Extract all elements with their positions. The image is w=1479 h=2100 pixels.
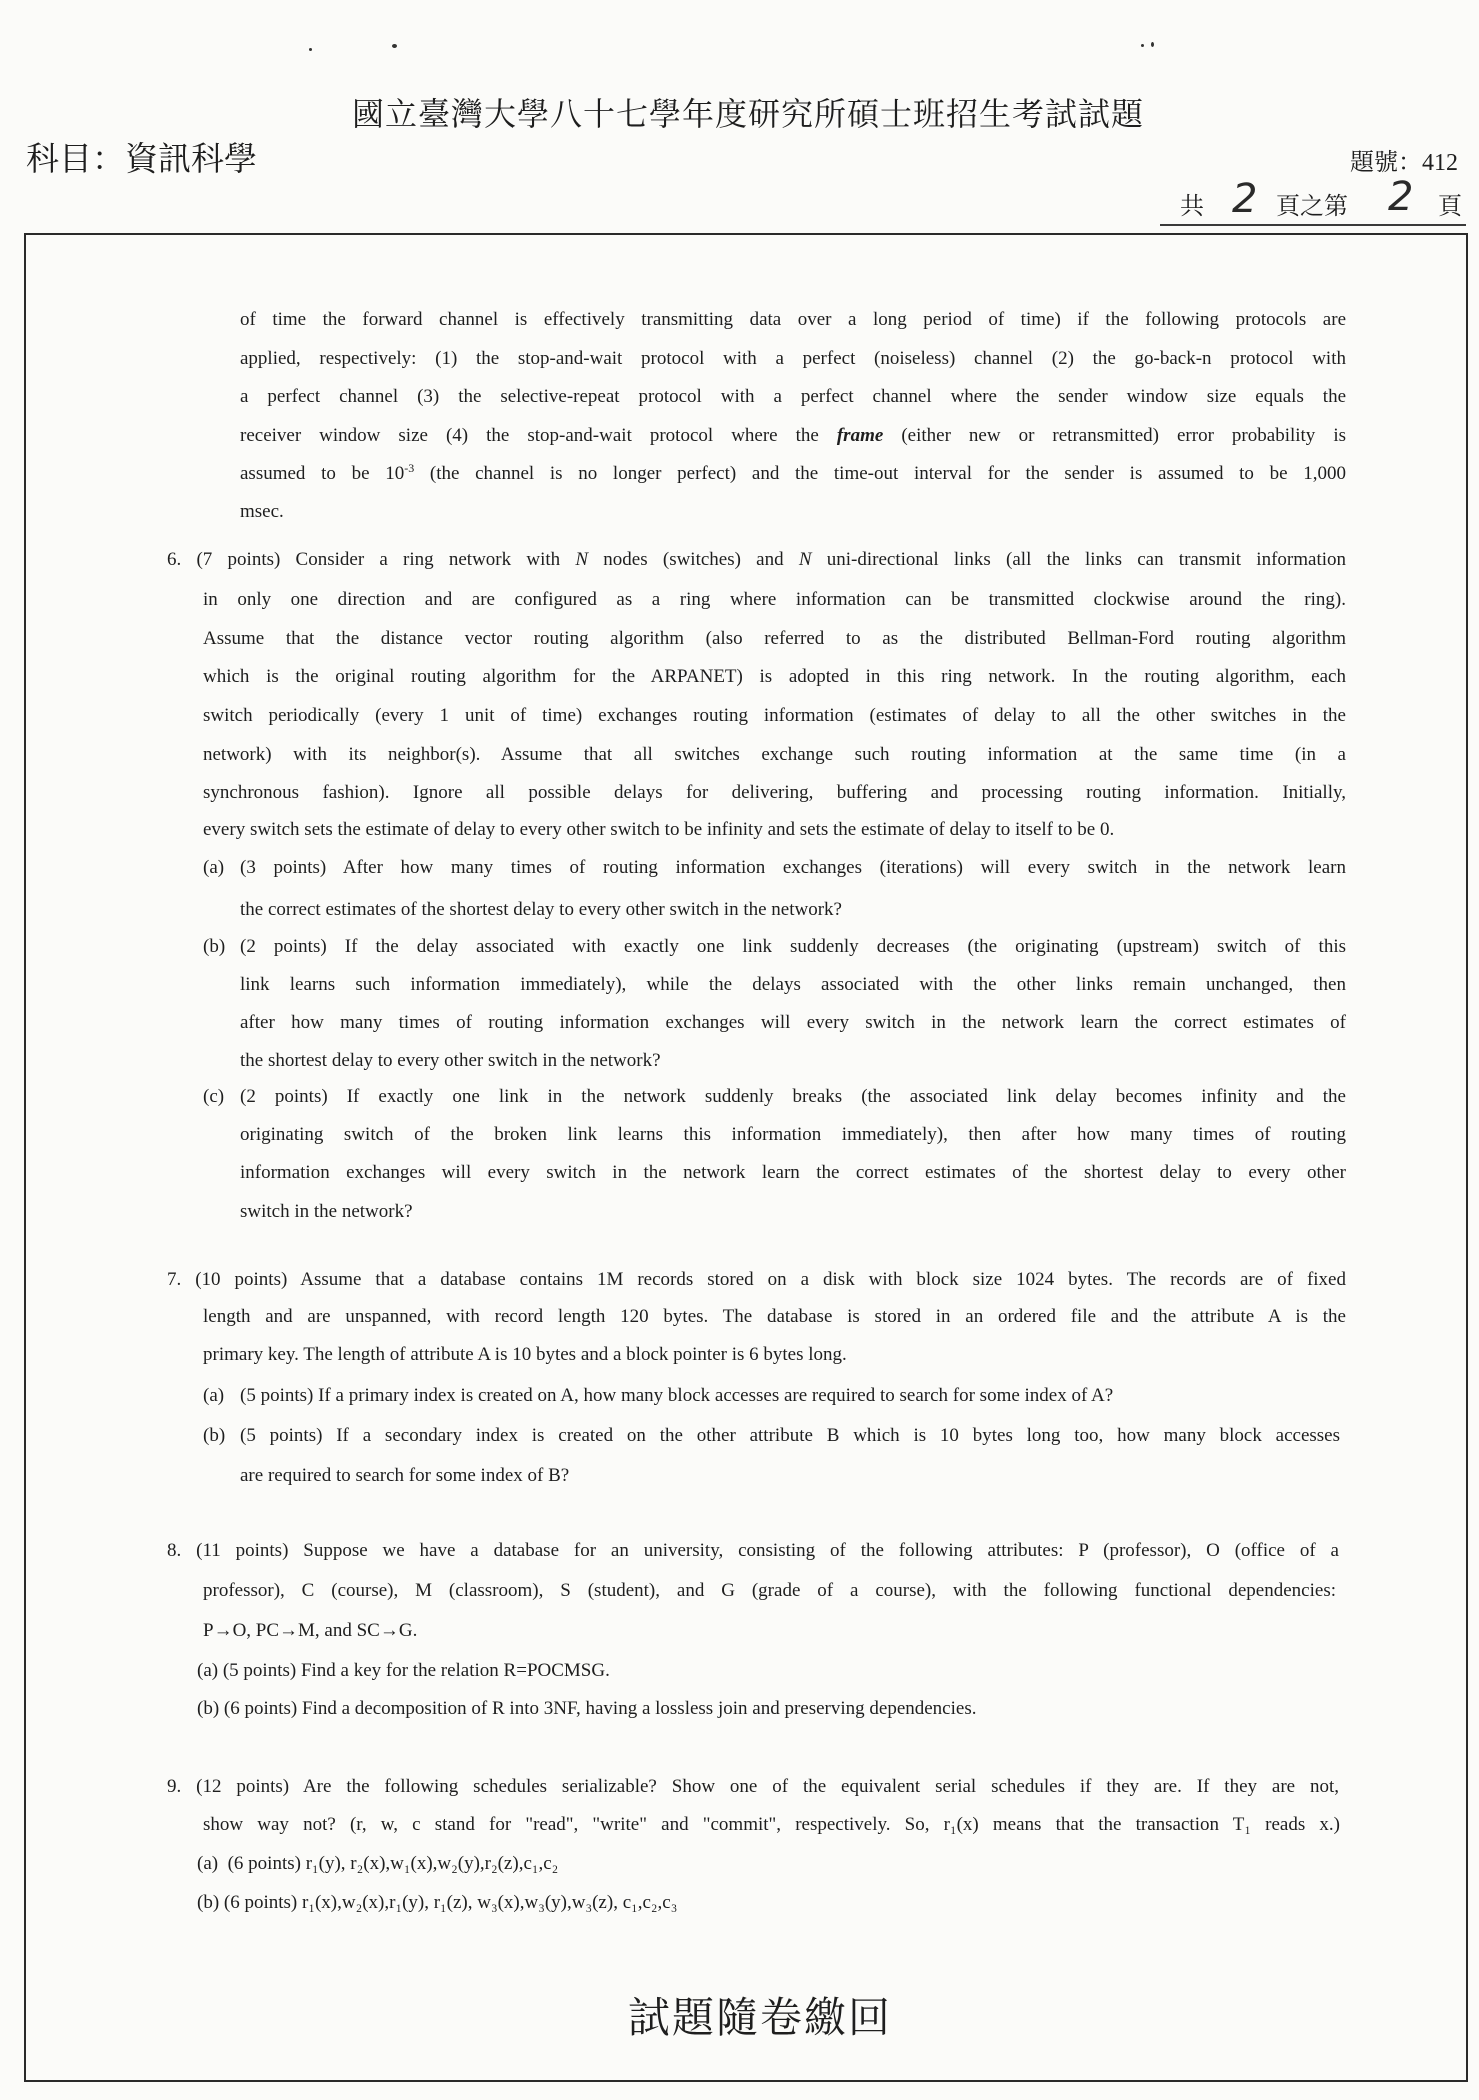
q6c-line: information exchanges will every switch in the network learn the correct estimates of the shortest delay to every other xyxy=(240,1162,1346,1183)
q7-line: primary key. The length of attribute A is 10 bytes and a block pointer is 6 bytes long. xyxy=(203,1344,847,1365)
q6-line: switch periodically (every 1 unit of time) exchanges routing information (estimates of delay to all the other switches in the xyxy=(203,705,1346,726)
q6c-line: (2 points) If exactly one link in the network suddenly breaks (the associated link delay becomes infinity and the xyxy=(240,1086,1346,1107)
q6-line: synchronous fashion). Ignore all possible delays for delivering, buffering and processing routing information. Initially, xyxy=(203,782,1346,803)
q7a-line: (5 points) If a primary index is created on A, how many block accesses are required to search for some index of A? xyxy=(240,1385,1114,1406)
q6-line: in only one direction and are configured as a ring where information can be transmitted clockwise around the ring). xyxy=(203,589,1346,610)
exam-subject: 科目：資訊科學 xyxy=(26,142,257,178)
q8-line: P→O, PC→M, and SC→G. xyxy=(203,1620,418,1641)
q5-line: of time the forward channel is effectively transmitting data over a long period of time) if the following protocols are xyxy=(240,309,1346,330)
part-label: (a) xyxy=(203,857,225,878)
q5-line: msec. xyxy=(240,501,284,522)
part-label: (b) xyxy=(203,1425,226,1446)
page-total-handwritten: 2 xyxy=(1232,176,1258,222)
q6a-line: the correct estimates of the shortest delay to every other switch in the network? xyxy=(240,899,842,920)
variable-n: N xyxy=(798,549,812,570)
exam-title: 國立臺灣大學八十七學年度研究所碩士班招生考試試題 xyxy=(351,96,1144,132)
q5-text: assumed to be 10 xyxy=(240,463,405,484)
q5-line xyxy=(240,462,1346,486)
q5-line xyxy=(240,424,1346,448)
q6b-line: after how many times of routing information exchanges will every switch in the network learn the correct estimates of xyxy=(240,1012,1346,1033)
part-label: (c) xyxy=(203,1086,225,1107)
q6-line xyxy=(167,548,1346,572)
q6-text: uni-directional links (all the links can transmit information xyxy=(811,549,1347,570)
q5-line: applied, respectively: (1) the stop-and-wait protocol with a perfect (noiseless) channel (2) the go-back-n protocol with xyxy=(240,348,1346,369)
q6-line: every switch sets the estimate of delay to every other switch to be infinity and sets the estimate of delay to itself to be 0. xyxy=(203,819,1115,840)
q6b-line: link learns such information immediately), while the delays associated with the other links remain unchanged, then xyxy=(240,974,1346,995)
q9a-line: (a) (6 points) r₁(y), r₂(x),w₁(x),w₂(y),r₂(z),c₁,c₂ xyxy=(197,1853,559,1874)
q7b-line: (5 points) If a secondary index is created on the other attribute B which is 10 bytes long too, how many block accesses xyxy=(240,1425,1340,1446)
exponent: -3 xyxy=(404,461,415,475)
q6-line: Assume that the distance vector routing algorithm (also referred to as the distributed Bellman-Ford routing algorithm xyxy=(203,628,1346,649)
q6a-line: (3 points) After how many times of routing information exchanges (iterations) will every switch in the network learn xyxy=(240,857,1346,878)
q6-text: nodes (switches) and xyxy=(588,549,799,570)
page-count-suffix: 頁 xyxy=(1438,194,1462,220)
q9-line: 9. (12 points) Are the following schedules serializable? Show one of the equivalent serial schedules if they are. If they are not, xyxy=(167,1776,1339,1797)
page-count-prefix: 共 xyxy=(1180,194,1204,220)
q5-text: (the channel is no longer perfect) and the time-out interval for the sender is assumed to be 1,000 xyxy=(414,463,1346,484)
page-count-middle: 頁之第 xyxy=(1276,194,1348,220)
q7b-line: are required to search for some index of B? xyxy=(240,1465,570,1486)
q6-line: which is the original routing algorithm for the ARPANET) is adopted in this ring network. In the routing algorithm, each xyxy=(203,666,1346,687)
q6c-line: originating switch of the broken link learns this information immediately), then after how many times of routing xyxy=(240,1124,1346,1145)
scan-speck xyxy=(1141,44,1144,47)
scan-speck xyxy=(392,44,397,48)
return-exam-notice: 試題隨卷繳回 xyxy=(627,1996,892,2042)
q9-line: show way not? (r, w, c stand for "read", "write" and "commit", respectively. So, r₁(x) means that the transaction T₁ reads x.) xyxy=(203,1814,1340,1835)
page-count-underline xyxy=(1160,224,1466,226)
q5-line: a perfect channel (3) the selective-repeat protocol with a perfect channel where the sender window size equals the xyxy=(240,386,1346,407)
question-number: 題號：412 xyxy=(1350,150,1458,176)
q5-text: (either new or retransmitted) error probability is xyxy=(883,425,1346,446)
part-label: (b) xyxy=(203,936,226,957)
scan-speck xyxy=(1151,42,1154,47)
q6c-line: switch in the network? xyxy=(240,1201,413,1222)
q5-text: receiver window size (4) the stop-and-wait protocol where the xyxy=(240,425,837,446)
q7-line: length and are unspanned, with record length 120 bytes. The database is stored in an ordered file and the attribute A is the xyxy=(203,1306,1346,1327)
q6-text: 6. (7 points) Consider a ring network with xyxy=(167,549,576,570)
q8-line: professor), C (course), M (classroom), S (student), and G (grade of a course), with the following functional dependencies: xyxy=(203,1580,1336,1601)
q6-line: network) with its neighbor(s). Assume that all switches exchange such routing information at the same time (in a xyxy=(203,744,1346,765)
q8b-line: (b) (6 points) Find a decomposition of R into 3NF, having a lossless join and preserving dependencies. xyxy=(197,1698,977,1719)
emphasis-frame: frame xyxy=(836,425,884,446)
page-current-handwritten: 2 xyxy=(1388,174,1414,220)
variable-n: N xyxy=(575,549,589,570)
part-label: (a) xyxy=(203,1385,225,1406)
q6b-line: the shortest delay to every other switch in the network? xyxy=(240,1050,661,1071)
q8a-line: (a) (5 points) Find a key for the relation R=POCMSG. xyxy=(197,1660,610,1681)
scan-speck xyxy=(309,48,312,51)
q6b-line: (2 points) If the delay associated with exactly one link suddenly decreases (the originating (upstream) switch of this xyxy=(240,936,1346,957)
q7-line: 7. (10 points) Assume that a database contains 1M records stored on a disk with block size 1024 bytes. The records are of fixed xyxy=(167,1269,1346,1290)
q9b-line: (b) (6 points) r₁(x),w₂(x),r₁(y), r₁(z), w₃(x),w₃(y),w₃(z), c₁,c₂,c₃ xyxy=(197,1892,678,1913)
q8-line: 8. (11 points) Suppose we have a database for an university, consisting of the following attributes: P (professor), O (office of a xyxy=(167,1540,1339,1561)
